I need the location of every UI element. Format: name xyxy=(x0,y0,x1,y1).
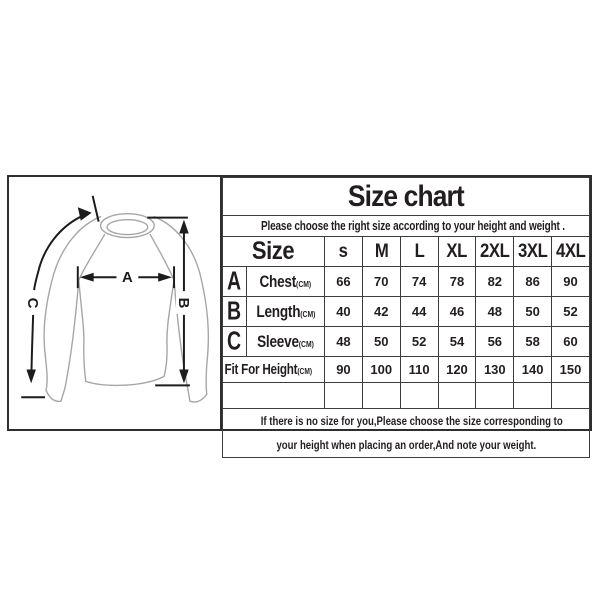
fit-name-cell: Fit For Height(CM) xyxy=(223,357,325,383)
measure-c-label: C xyxy=(24,297,41,309)
value-cell: 50 xyxy=(514,297,552,327)
value-cell: 58 xyxy=(514,327,552,357)
c-right-arrowhead xyxy=(78,207,92,220)
body-outline xyxy=(79,280,174,385)
value-cell: 70 xyxy=(362,267,400,297)
empty-cell xyxy=(362,383,400,409)
shirt-illustration xyxy=(9,177,222,429)
value-cell: 42 xyxy=(362,297,400,327)
empty-cell xyxy=(476,383,514,409)
chest-row xyxy=(223,267,590,297)
empty-cell xyxy=(514,383,552,409)
col-header-l: L xyxy=(400,237,438,267)
sleeve-row xyxy=(223,327,590,357)
col-header-m: M xyxy=(362,237,400,267)
value-cell: 40 xyxy=(325,297,363,327)
c-line-bottom xyxy=(31,315,33,373)
value-cell: 44 xyxy=(400,297,438,327)
note-row xyxy=(223,409,590,458)
value-cell: 52 xyxy=(552,297,590,327)
fit-for-height-row xyxy=(223,357,590,383)
value-cell: 90 xyxy=(325,357,363,383)
right-raglan-seam xyxy=(150,235,174,281)
left-raglan-seam xyxy=(79,235,105,281)
value-cell: 50 xyxy=(362,327,400,357)
measure-a-label: A xyxy=(122,270,133,287)
empty-cell xyxy=(438,383,476,409)
value-cell: 60 xyxy=(552,327,590,357)
value-cell: 52 xyxy=(400,327,438,357)
b-up-arrowhead xyxy=(179,220,189,234)
note-line-2: your height when placing an order,And note your weight. xyxy=(276,438,536,452)
size-chart-panel xyxy=(7,175,592,452)
value-cell: 100 xyxy=(362,357,400,383)
value-cell: 120 xyxy=(438,357,476,383)
value-cell: 54 xyxy=(438,327,476,357)
left-cuff xyxy=(46,388,65,401)
value-cell: 140 xyxy=(514,357,552,383)
header-row xyxy=(223,237,590,267)
shirt-diagram-svg xyxy=(9,177,220,429)
row-letter-cell: C xyxy=(223,327,247,357)
value-cell: 48 xyxy=(325,327,363,357)
row-letter-cell: A xyxy=(223,267,247,297)
row-name-cell: Length(CM) xyxy=(247,297,325,327)
size-table xyxy=(222,177,590,458)
value-cell: 110 xyxy=(400,357,438,383)
value-cell: 78 xyxy=(438,267,476,297)
left-sleeve-outer xyxy=(44,217,101,391)
note-line-1: If there is no size for you,Please choose the size corresponding to xyxy=(260,414,563,428)
chart-title-cell xyxy=(223,178,590,216)
empty-row xyxy=(223,383,590,409)
size-note xyxy=(223,409,590,458)
value-cell: 66 xyxy=(325,267,363,297)
row-letter-cell: B xyxy=(223,297,247,327)
value-cell: 86 xyxy=(514,267,552,297)
a-right-arrowhead xyxy=(158,273,172,282)
value-cell: 82 xyxy=(476,267,514,297)
collar-inner xyxy=(107,220,148,235)
col-header-s: s xyxy=(325,237,363,267)
page-title: Size chart xyxy=(348,179,464,213)
measure-b-label: B xyxy=(174,297,191,309)
b-down-arrowhead xyxy=(179,369,189,383)
empty-cell xyxy=(400,383,438,409)
value-cell: 48 xyxy=(476,297,514,327)
value-cell: 46 xyxy=(438,297,476,327)
row-name-cell: Sleeve(CM) xyxy=(247,327,325,357)
length-row xyxy=(223,297,590,327)
value-cell: 150 xyxy=(552,357,590,383)
c-top-bar xyxy=(93,196,99,222)
size-table-section xyxy=(222,177,590,452)
empty-cell xyxy=(552,383,590,409)
col-header-3xl: 3XL xyxy=(514,237,552,267)
chart-subtitle: Please choose the right size according to your height and weight . xyxy=(260,219,565,233)
value-cell: 90 xyxy=(552,267,590,297)
right-cuff xyxy=(188,389,207,402)
c-curve xyxy=(34,217,81,290)
col-header-xl: XL xyxy=(438,237,476,267)
left-sleeve-inner xyxy=(65,280,79,388)
value-cell: 130 xyxy=(476,357,514,383)
chart-subtitle-cell xyxy=(223,216,590,237)
value-cell: 74 xyxy=(400,267,438,297)
row-name-cell: Chest(CM) xyxy=(247,267,325,297)
title-row xyxy=(223,178,590,216)
c-down-arrowhead xyxy=(26,369,36,383)
size-column-header: Size xyxy=(223,237,325,267)
col-header-2xl: 2XL xyxy=(476,237,514,267)
empty-cell xyxy=(325,383,363,409)
value-cell: 56 xyxy=(476,327,514,357)
empty-cell xyxy=(223,383,325,409)
subtitle-row xyxy=(223,216,590,237)
col-header-4xl: 4XL xyxy=(552,237,590,267)
